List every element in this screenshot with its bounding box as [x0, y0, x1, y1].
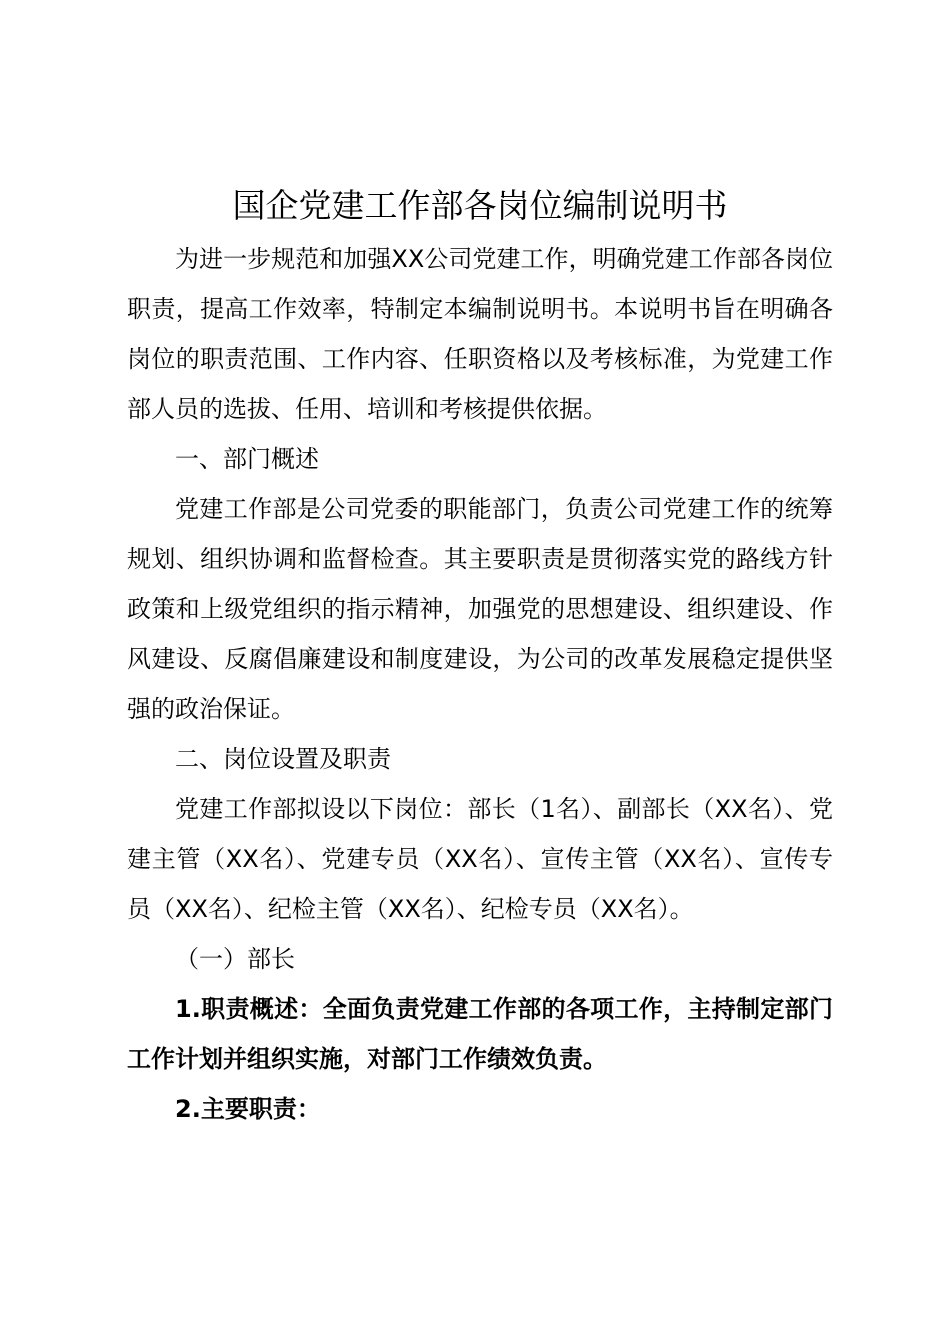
document-title: 国企党建工作部各岗位编制说明书 [232, 186, 728, 225]
section-2-heading: 二、岗位设置及职责 [175, 745, 391, 773]
section-1-heading: 一、部门概述 [175, 445, 319, 473]
section-2-paragraph: 党建工作部拟设以下岗位：部长（1名）、副部长（XX名）、党建主管（XX名）、党建专员（XX名）、宣传主管（XX名）、宣传专员（XX名）、纪检主管（XX名）、纪检专员（XX名）。 [127, 795, 833, 923]
subsection-1-heading: （一）部长 [175, 945, 295, 973]
section-1-paragraph: 党建工作部是公司党委的职能部门，负责公司党建工作的统筹规划、组织协调和监督检查。其主要职责是贯彻落实党的路线方针政策和上级党组织的指示精神，加强党的思想建设、组织建设、作风建设、反腐倡廉建设和制度建设，为公司的改革发展稳定提供坚强的政治保证。 [127, 495, 833, 723]
subsection-1-item-1: 1.职责概述：全面负责党建工作部的各项工作，主持制定部门工作计划并组织实施，对部门工作绩效负责。 [127, 995, 833, 1073]
subsection-1-item-2: 2.主要职责： [175, 1095, 321, 1123]
document-page [127, 180, 833, 1134]
intro-paragraph: 为进一步规范和加强XX公司党建工作，明确党建工作部各岗位职责，提高工作效率，特制定本编制说明书。本说明书旨在明确各岗位的职责范围、工作内容、任职资格以及考核标准，为党建工作部人员的选拔、任用、培训和考核提供依据。 [127, 245, 833, 423]
